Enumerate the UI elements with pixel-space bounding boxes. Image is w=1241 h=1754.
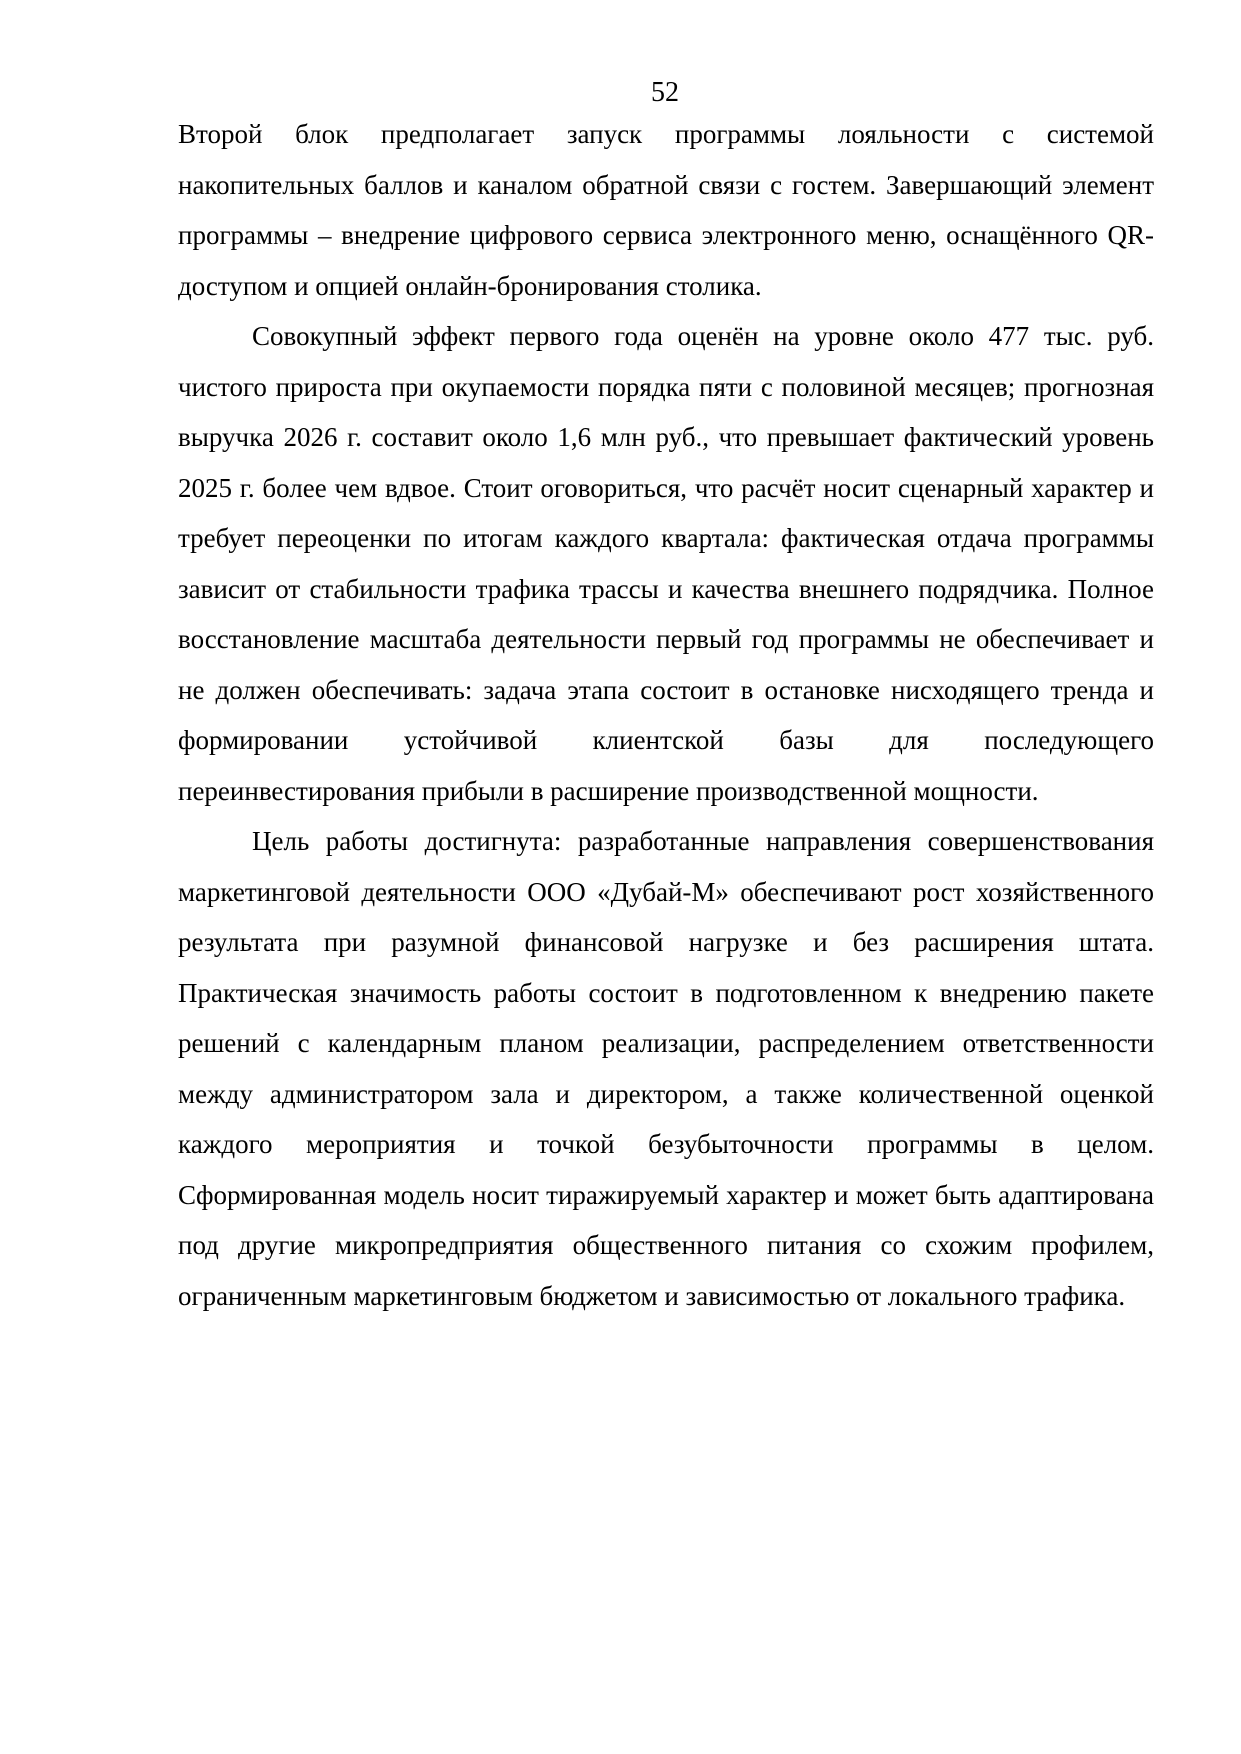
paragraph-goal-achieved: Цель работы достигнута: разработанные направления совершенствования маркетинговой деятельности ООО «Дубай-М» обеспечивают рост хозяйственного результата при разумной финансовой нагрузке и без расширения штата. Практическая значимость работы состоит в подготовленном к внедрению пакете решений с календарным планом реализации, распределением ответственности между администратором зала и директором, а также количественной оценкой каждого мероприятия и точкой безубыточности программы в целом. Сформированная модель носит тиражируемый характер и может быть адаптирована под другие микропредприятия общественного питания со схожим профилем, ограниченным маркетинговым бюджетом и зависимостью от локального трафика. — [178, 826, 1154, 1311]
document-body — [178, 109, 1154, 1321]
page-number: 52 — [651, 77, 679, 108]
paragraph-cumulative-effect: Совокупный эффект первого года оценён на уровне около 477 тыс. руб. чистого прироста при окупаемости порядка пяти с половиной месяцев; прогнозная выручка 2026 г. составит около 1,6 млн руб., что превышает фактический уровень 2025 г. более чем вдвое. Стоит оговориться, что расчёт носит сценарный характер и требует переоценки по итогам каждого квартала: фактическая отдача программы зависит от стабильности трафика трассы и качества внешнего подрядчика. Полное восстановление масштаба деятельности первый год программы не обеспечивает и не должен обеспечивать: задача этапа состоит в остановке нисходящего тренда и формировании устойчивой клиентской базы для последующего переинвестирования прибыли в расширение производственной мощности. — [178, 321, 1154, 806]
paragraph-second-block: Второй блок предполагает запуск программы лояльности с системой накопительных баллов и каналом обратной связи с гостем. Завершающий элемент программы – внедрение цифрового сервиса электронного меню, оснащённого QR-доступом и опцией онлайн-бронирования столика. — [178, 119, 1154, 301]
